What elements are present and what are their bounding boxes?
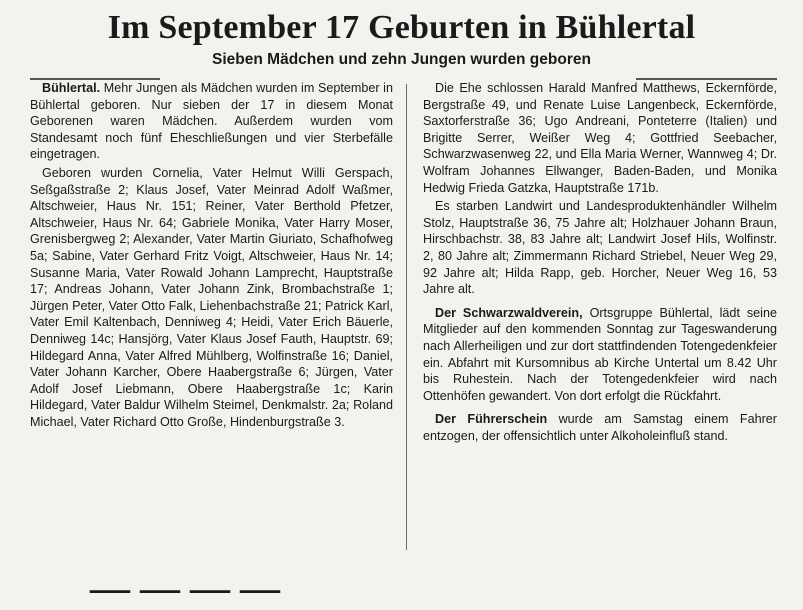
license-paragraph [423,411,777,444]
right-column [423,80,777,444]
cropped-headline-fragment: — — — — [90,565,280,610]
article-headline: Im September 17 Geburten in Bühlertal [107,9,696,46]
club-text: Ortsgruppe Bühlertal, lädt seine Mitglieder auf den kommenden Sonntag zur Tageswanderung nach Allerheiligen und zur dort stattfindenden Totengedenkfeier ein. Abfahrt mit Kursomnibus ab Kirche Untertal um 8.42 Uhr bis Ruhestein. Nach der Totengedenkfeier wird nach Ottenhöfen gewandert. Von dort erfolgt die Rückfahrt. [423,305,777,403]
left-column [30,80,393,430]
club-lead: Der Schwarzwaldverein, [435,305,583,320]
club-paragraph [423,305,777,405]
deaths-paragraph: Es starben Landwirt und Landesproduktenhändler Wilhelm Stolz, Hauptstraße 36, 75 Jahre alt; Holzhauer Johann Braun, Hirschbachstr. 38, 83 Jahre alt; Landwirt Josef Hils, Wolfinstr. 2, 80 Jahre alt; Zimmermann Richard Striebel, Neuer Weg 29, 92 Jahre alt; Hilda Rapp, geb. Horcher, Neuer Weg 16, 53 Jahre alt. [423,199,777,297]
marriages-paragraph: Die Ehe schlossen Harald Manfred Matthews, Eckernförde, Bergstraße 49, und Renate Luise Langenbeck, Eckernförde, Saxtorferstraße 36; Ugo Andreani, Ponteterre (Italien) und Brigitte Serrer, Weißer Weg 4; Gottfried Seebacher, Schwarzwasenweg 22, und Ella Maria Werner, Wannweg 4; Dr. Wolfram Johannes Ellwanger, Baden-Baden, und Monika Hedwig Frieda Gatzka, Hauptstraße 171b. [423,81,777,195]
intro-text: Mehr Jungen als Mädchen wurden im September in Bühlertal geboren. Nur sieben der 17 in diesem Monat Geborenen waren Mädchen. Außerdem wurden vom Standesamt noch fünf Eheschließungen und vier Sterbefälle eingetragen. [30,81,393,162]
article-subheadline: Sieben Mädchen und zehn Jungen wurden geboren [212,51,591,68]
dateline: Bühlertal. [42,81,101,95]
license-lead: Der Führerschein [435,412,548,427]
next-article-headline-cropped [0,560,803,610]
intro-paragraph [30,80,393,163]
column-divider [406,84,407,550]
license-text: wurde am Samstag einem Fahrer entzogen, der offensichtlich unter Alkoholeinfluß stand. [423,412,777,443]
births-paragraph: Geboren wurden Cornelia, Vater Helmut Willi Gerspach, Seßgaßstraße 2; Klaus Josef, Vater Meinrad Adolf Waßmer, Altschweier, Haus Nr. 151; Reiner, Vater Berthold Pfetzer, Altschweier, Haus Nr. 64; Gabriele Monika, Vater Harry Moser, Grenisbergweg 2; Alexander, Vater Martin Giuriato, Schafhofweg 5a; Sabine, Vater Gerhard Fritz Voigt, Altschweier, Haus Nr. 14; Susanne Maria, Vater Rowald Johann Lamprecht, Hauptstraße 17; Andreas Johann, Vater Johann Zink, Brombachstraße 1; Jürgen Peter, Vater Otto Falk, Liehenbachstraße 21; Patrick Karl, Vater Emil Kaltenbach, Denniweg 4; Heidi, Vater Erich Bäuerle, Denniweg 14c; Hansjörg, Vater Klaus Josef Fauth, Hauptstr. 69; Hildegard Anna, Vater Alfred Mühlberg, Wolfinstraße 16; Daniel, Vater Johann Karcher, Obere Haabergstraße 6; Jürgen, Vater Adolf Josef Liebmann, Obere Haabergstraße 1c; Karin Hildegard, Vater Baldur Wilhelm Steimel, Denkmalstr. 2a; Roland Michael, Vater Richard Otto Große, Hindenburgstraße 3. [30,165,393,429]
